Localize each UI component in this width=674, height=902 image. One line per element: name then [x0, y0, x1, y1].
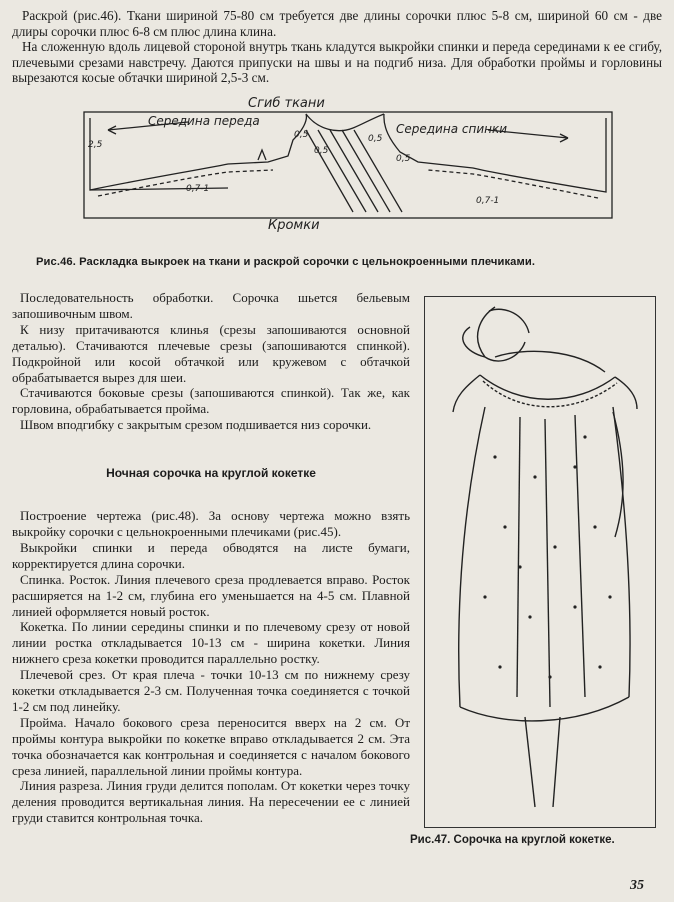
- fold-label: Сгиб ткани: [248, 96, 325, 111]
- measure-0-5-c: 0,5: [368, 134, 383, 144]
- section-heading: Ночная сорочка на круглой кокетке: [106, 466, 316, 481]
- measure-0-7-1-a: 0,7-1: [186, 184, 210, 194]
- para-armhole: Пройма. Начало бокового среза переносится вверх на 2 см. От проймы контура выкройки по кокетке вправо откладывается 2 см. Эта точка обозначается как контрольная и соединяется с началом бокового среза линией, параллельной линии проймы контура.: [12, 714, 410, 778]
- figure-46-caption: Рис.46. Раскладка выкроек на ткани и раскрой сорочки с цельнокроенными плечиками.: [36, 256, 536, 268]
- back-center-label: Середина спинки: [396, 122, 508, 136]
- para-patterns: Выкройки спинки и переда обводятся на листе бумаги, корректируется длина сорочки.: [12, 539, 410, 571]
- nightgown-drawing: [425, 297, 655, 827]
- page-number: 35: [630, 878, 644, 893]
- para-hem: Швом вподгибку с закрытым срезом подшивается низ сорочки.: [20, 417, 372, 433]
- intro-paragraph-2: На сложенную вдоль лицевой стороной внутрь ткань кладутся выкройки спинки и переда серединами к ее сгибу, плечевыми срезами навстречу. Даются припуски на швы и на подгиб низа. Для обработки проймы и горловины вырезаются косые обтачки шириной 2,5-3 см.: [12, 39, 662, 86]
- para-sequence: Последовательность обработки. Сорочка шьется бельевым запошивочным швом.: [12, 290, 410, 321]
- left-column: [12, 290, 410, 826]
- para-back: Спинка. Росток. Линия плечевого среза продлевается вправо. Росток расширяется на 1-2 см, глубина его уменьшается на 4-5 см. Плавной линией оформляется новый росток.: [12, 571, 410, 619]
- para-wedges: К низу притачиваются клинья (срезы запошиваются основной деталью). Стачиваются плечевые срезы (запошиваются спинкой). Подкройной или косой обтачкой или кружевом с обтачкой обрабатывается вырез для шеи.: [12, 321, 410, 385]
- para-side-seams: Стачиваются боковые срезы (запошиваются спинкой). Так же, как горловина, обрабатывается пройма.: [12, 385, 410, 417]
- figure-46-pattern: [78, 96, 618, 240]
- measure-0-7-1-b: 0,7-1: [476, 196, 500, 206]
- para-shoulder: Плечевой срез. От края плеча - точки 10-13 см по нижнему срезу кокетки откладывается 2-3 см. Полученная точка соединяется с точкой 1-2 см под линейку.: [12, 667, 410, 714]
- front-center-label: Середина переда: [148, 114, 260, 128]
- measure-0-5-d: 0,5: [396, 154, 411, 164]
- edges-label: Кромки: [268, 218, 320, 233]
- intro-text: [12, 8, 662, 86]
- para-yoke: Кокетка. По линии середины спинки и по плечевому срезу от новой линии ростка откладывается 10-13 см - ширина кокетки. Линия нижнего среза кокетки проводится параллельно ростку.: [12, 619, 410, 667]
- measure-0-5-b: 0,5: [314, 146, 329, 156]
- figure-47-caption: Рис.47. Сорочка на круглой кокетке.: [410, 834, 615, 846]
- figure-47-illustration: [424, 296, 656, 828]
- intro-paragraph-1: Раскрой (рис.46). Ткани шириной 75-80 см требуется две длины сорочки плюс 5-8 см, шириной 60 см - две длиры сорочки плюс 6-8 см плюс длина клина.: [12, 8, 662, 39]
- para-draft: Построение чертежа (рис.48). За основу чертежа можно взять выкройку сорочки с цельнокроенными плечиками (рис.45).: [12, 508, 410, 539]
- measure-2-5: 2,5: [88, 140, 103, 150]
- measure-0-5-a: 0,5: [294, 130, 309, 140]
- para-cut-line: Линия разреза. Линия груди делится пополам. От кокетки через точку деления проводится вертикальная линия. На пересечении ее с линией груди ставится контрольная точка.: [12, 778, 410, 826]
